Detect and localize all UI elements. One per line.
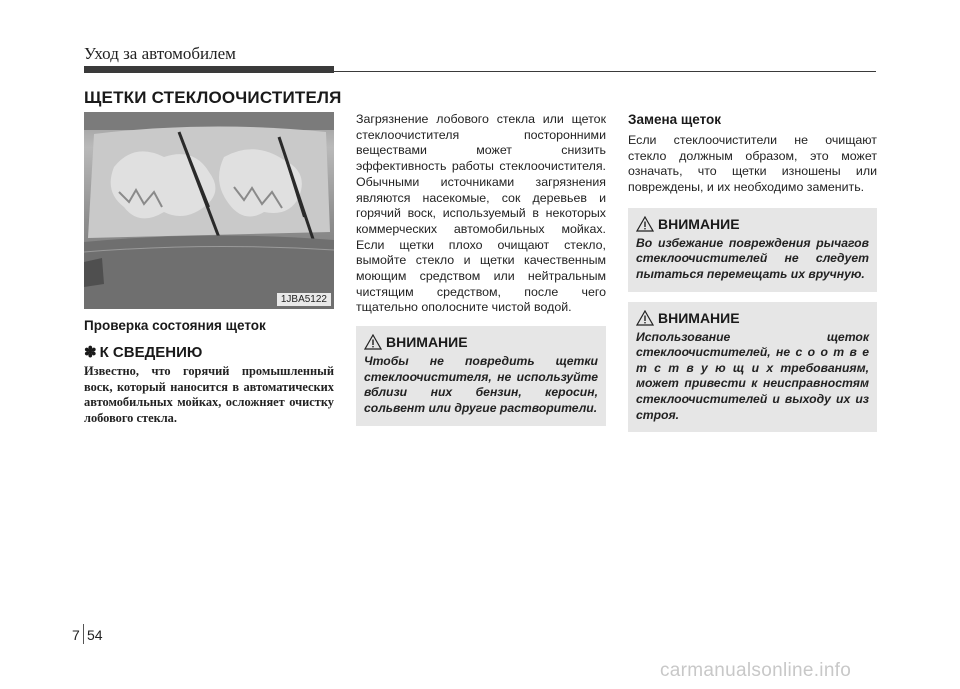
windshield-wiper-photo (84, 112, 334, 309)
note-heading (84, 343, 334, 361)
page-number-separator (83, 624, 84, 644)
right-column (628, 112, 877, 432)
left-column (84, 112, 334, 426)
header-bar (84, 66, 334, 73)
caution-box-solvents (356, 326, 606, 425)
caution-heading (364, 334, 598, 350)
chapter-number: 7 (72, 627, 80, 643)
note-text: Известно, что горячий промышленный воск, который наносится в автоматических автомобильных мойках, осложняет очистку лобового стекла. (84, 364, 334, 425)
section-title: ЩЕТКИ СТЕКЛООЧИСТИТЕЛЯ (84, 88, 342, 107)
caution-title: ВНИМАНИЕ (658, 215, 740, 232)
figure-code: 1JBA5122 (277, 293, 331, 306)
note-mark-icon: ✽ (84, 344, 97, 361)
caution-box-arms (628, 208, 877, 292)
contamination-text: Загрязнение лобового стекла или щеток стеклоочистителя посторонними веществами может снизить эффективность работы стеклоочистителя. Обычными источниками загрязнения являются насекомые, сок деревьев и горячий воск, используемый в некоторых коммерческих автомобильных мойках. Если щетки плохо очищают стекло, вымойте стекло и щетки качественным моющим средством или нейтральным чистящим средством, после чего тщательно ополосните чистой водой. (356, 112, 606, 315)
replacement-text: Если стеклоочистители не очищают стекло должным образом, это может означать, что щетки изношены или повреждены, и их необходимо заменить. (628, 133, 877, 195)
middle-column (356, 112, 606, 426)
caution-heading (636, 310, 869, 326)
header-title: Уход за автомобилем (84, 44, 236, 63)
caution-title: ВНИМАНИЕ (386, 334, 468, 351)
inspection-subheading: Проверка состояния щеток (84, 318, 266, 333)
caution-heading (636, 216, 869, 232)
warning-triangle-icon (636, 216, 654, 232)
caution-box-blades (628, 302, 877, 433)
warning-triangle-icon (636, 310, 654, 326)
caution-text: Использование щеток стеклоочистителей, не с о о т в е т с т в у ю щ и х требованиям, может привести к неисправностям стеклоочистителей и выходу их из строя. (636, 329, 869, 422)
watermark: carmanualsonline.info (660, 660, 852, 681)
caution-text: Чтобы не повредить щетки стеклоочистителя, не используйте вблизи них бензин, керосин, сольвент или другие растворители. (364, 354, 598, 415)
header-rule (334, 71, 876, 72)
replacement-subheading: Замена щеток (628, 112, 722, 127)
page-number: 54 (87, 627, 103, 643)
windshield-illustration (84, 112, 334, 309)
caution-text: Во избежание повреждения рычагов стеклоочистителей не следует пытаться перемещать их вручную. (636, 235, 869, 281)
note-title: К СВЕДЕНИЮ (99, 344, 203, 361)
caution-title: ВНИМАНИЕ (658, 309, 740, 326)
warning-triangle-icon (364, 334, 382, 350)
